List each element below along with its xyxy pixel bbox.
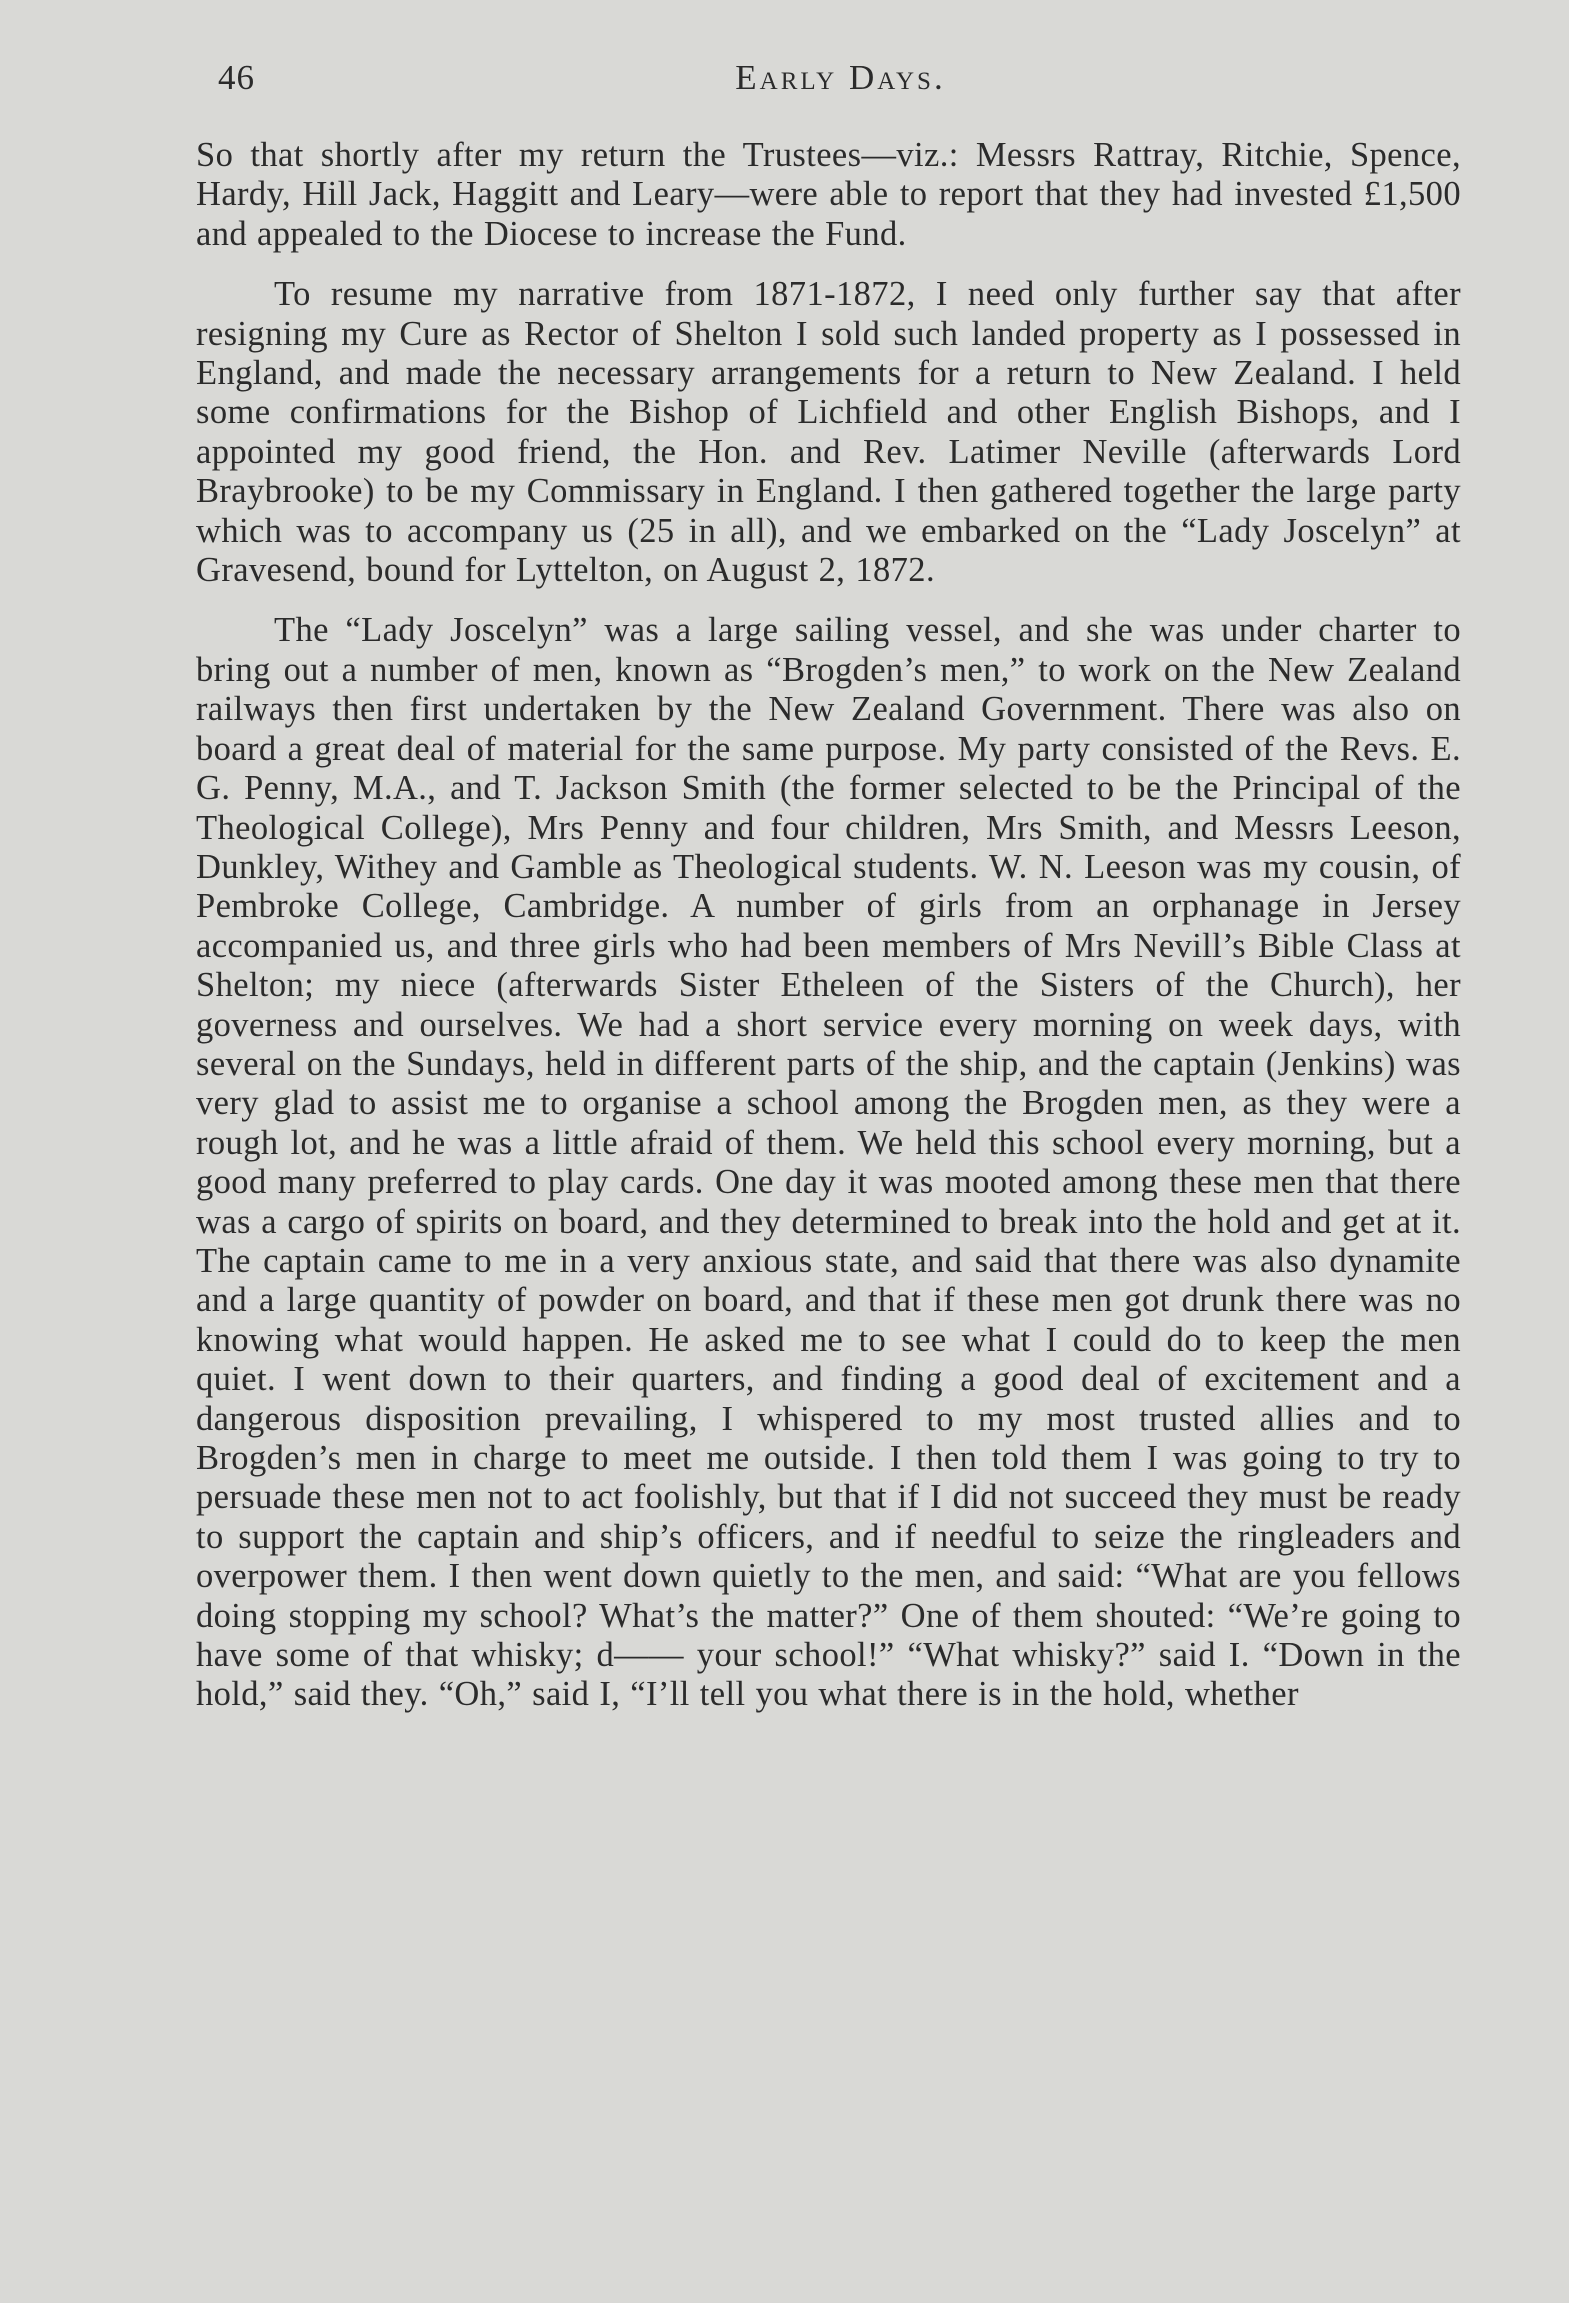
page-number: 46 xyxy=(218,58,255,97)
running-title: Early Days. xyxy=(735,58,946,97)
body-text xyxy=(196,136,1461,1715)
paragraph-trustees: So that shortly after my return the Trustees—viz.: Messrs Rattray, Ritchie, Spence, Hardy, Hill Jack, Haggitt and Leary—were able to report that they had invested £1,500 and appealed to the Diocese to increase the Fund. xyxy=(196,136,1461,253)
running-head xyxy=(218,58,1463,106)
paragraph-narrative: To resume my narrative from 1871-1872, I need only further say that after resigning my Cure as Rector of Shelton I sold such landed property as I possessed in England, and made the necessary arrangements for a return to New Zealand. I held some confirmations for the Bishop of Lichfield and other English Bishops, and I appointed my good friend, the Hon. and Rev. Latimer Neville (afterwards Lord Braybrooke) to be my Commissary in England. I then gathered together the large party which was to accompany us (25 in all), and we embarked on the “Lady Joscelyn” at Gravesend, bound for Lyttelton, on August 2, 1872. xyxy=(196,275,1461,590)
paragraph-voyage: The “Lady Joscelyn” was a large sailing vessel, and she was under charter to bring out a number of men, known as “Brogden’s men,” to work on the New Zealand railways then first undertaken by the New Zealand Government. There was also on board a great deal of material for the same purpose. My party consisted of the Revs. E. G. Penny, M.A., and T. Jackson Smith (the former selected to be the Principal of the Theological College), Mrs Penny and four children, Mrs Smith, and Messrs Leeson, Dunkley, Withey and Gamble as Theological students. W. N. Leeson was my cousin, of Pembroke College, Cambridge. A number of girls from an orphanage in Jersey accompanied us, and three girls who had been members of Mrs Nevill’s Bible Class at Shelton; my niece (afterwards Sister Etheleen of the Sisters of the Church), her governess and ourselves. We had a short service every morning on week days, with several on the Sundays, held in different parts of the ship, and the captain (Jenkins) was very glad to assist me to organise a school among the Brogden men, as they were a rough lot, and he was a little afraid of them. We held this school every morning, but a good many preferred to play cards. One day it was mooted among these men that there was a cargo of spirits on board, and they determined to break into the hold and get at it. The captain came to me in a very anxious state, and said that there was also dynamite and a large quantity of powder on board, and that if these men got drunk there was no knowing what would happen. He asked me to see what I could do to keep the men quiet. I went down to their quarters, and finding a good deal of excitement and a dangerous disposition prevailing, I whispered to my most trusted allies and to Brogden’s men in charge to meet me outside. I then told them I was going to try to persuade these men not to act foolishly, but that if I did not succeed they must be ready to support the captain and ship’s officers, and if needful to seize the ringleaders and overpower them. I then went down quietly to the men, and said: “What are you fellows doing stopping my school? What’s the matter?” One of them shouted: “We’re going to have some of that whisky; d—— your school!” “What whisky?” said I. “Down in the hold,” said they. “Oh,” said I, “I’ll tell you what there is in the hold, whether xyxy=(196,611,1461,1714)
